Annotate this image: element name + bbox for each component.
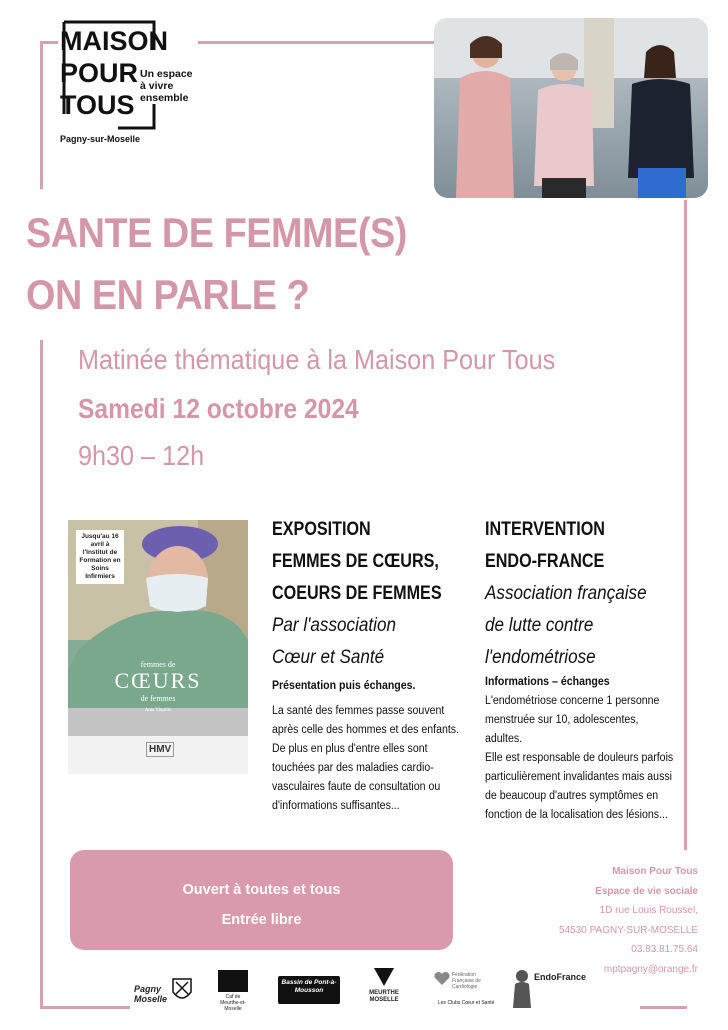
bassin-logo xyxy=(278,976,340,1004)
woman-silhouette-icon xyxy=(512,968,532,1008)
logo-word-pour: POUR xyxy=(60,58,139,88)
title-line-2: ON EN PARLE ? xyxy=(26,271,310,318)
title-line-1: SANTE DE FEMME(S) xyxy=(26,209,407,256)
event-date: Samedi 12 octobre 2024 xyxy=(78,393,359,424)
exposition-heading-3: COEURS DE FEMMES xyxy=(272,583,442,604)
poster-hmv-logo: HMV xyxy=(146,742,174,757)
logo-tagline: Un espace à vivre ensemble xyxy=(140,68,193,104)
open-access-banner xyxy=(70,850,453,950)
poster-title-big: CŒURS xyxy=(114,668,202,693)
exposition-heading-1: EXPOSITION xyxy=(272,519,371,540)
exposition-heading-2: FEMMES DE CŒURS, xyxy=(272,551,439,572)
logo-city: Pagny-sur-Moselle xyxy=(60,134,141,144)
intervention-by-3: l'endométriose xyxy=(485,647,596,668)
maison-pour-tous-logo xyxy=(58,18,198,146)
contact-name: Maison Pour Tous xyxy=(612,866,698,877)
poster-title-after: de femmes xyxy=(140,694,176,703)
intervention-heading-1: INTERVENTION xyxy=(485,519,605,540)
logo-word-tous: TOUS xyxy=(60,90,135,120)
meurthe-moselle-logo-text: MEURTHE MOSELLE xyxy=(369,990,399,1003)
contact-city: 54530 PAGNY-SUR-MOSELLE xyxy=(559,924,698,936)
partner-logos xyxy=(0,962,728,1022)
cta-line-2: Entrée libre xyxy=(221,912,302,928)
intervention-format: Informations – échanges xyxy=(485,676,610,688)
exposition-format: Présentation puis échanges. xyxy=(272,680,416,692)
women-walking-photo xyxy=(434,18,708,198)
intervention-text-2: Elle est responsable de douleurs parfois particulièrement invalidantes mais aussi de beaucoup d'autres symptômes en fonction de la localisation des lésions... xyxy=(485,752,674,821)
event-time: 9h30 – 12h xyxy=(78,440,205,471)
contact-type: Espace de vie sociale xyxy=(595,885,698,897)
page-title xyxy=(26,205,407,323)
exposition-text: La santé des femmes passe souvent après celle des hommes et des enfants. De plus en plus d'entre elles sont touchées par des maladies cardio-vasculaires faute de consultation ou d'informations suffisantes... xyxy=(272,705,460,812)
clubs-logo-text: Les Clubs Cœur et Santé xyxy=(438,1000,495,1006)
event-subtitle: Matinée thématique à la Maison Pour Tous xyxy=(78,344,556,375)
endofrance-logo xyxy=(512,968,587,1016)
frame-left-border xyxy=(40,41,43,189)
logo-word-maison: MAISON xyxy=(60,26,168,56)
frame-left-border-lower xyxy=(40,340,43,1008)
contact-phone: 03.83.81.75.64 xyxy=(631,944,698,955)
poster-byline: Anis Viquille xyxy=(144,708,172,713)
caf-logo-text: Caf de Meurthe-et-Moselle xyxy=(220,994,246,1012)
meurthe-moselle-mark-icon xyxy=(372,966,396,988)
cta-line-1: Ouvert à toutes et tous xyxy=(182,882,341,898)
contact-street: 1D rue Louis Roussel, xyxy=(599,905,698,916)
heart-icon xyxy=(434,972,450,986)
exposition-by-1: Par l'association xyxy=(272,615,396,636)
endofrance-logo-text: EndoFrance xyxy=(534,972,587,982)
federation-logo-text: Fédération Française de Cardiologie xyxy=(452,972,481,990)
intervention-by-2: de lutte contre xyxy=(485,615,594,636)
exposition-by-2: Cœur et Santé xyxy=(272,647,385,668)
contact-email[interactable]: mptpagny@orange.fr xyxy=(603,963,698,975)
pagny-logo xyxy=(134,976,192,1008)
poster-note: Jusqu'au 16 avril à l'Institut de Formation en Soins Infirmiers xyxy=(76,530,124,584)
caf-logo xyxy=(218,970,248,1014)
shield-icon xyxy=(172,978,192,1004)
bassin-logo-text: Bassin de Pont-à-Mousson xyxy=(281,979,337,994)
intervention-text-1: L'endométriose concerne 1 personne menstruée sur 10, adolescentes, adultes. xyxy=(485,695,660,745)
pagny-logo-text: Pagny Moselle xyxy=(134,984,168,1004)
intervention-heading-2: ENDO-FRANCE xyxy=(485,551,605,572)
exposition-section xyxy=(272,514,472,816)
exhibition-poster-image xyxy=(68,520,248,774)
intervention-section xyxy=(485,514,685,825)
meurthe-moselle-logo xyxy=(362,966,406,1016)
federation-cardiologie-logo xyxy=(434,972,498,1012)
poster-title-small: femmes de xyxy=(140,660,176,669)
intervention-by-1: Association française xyxy=(485,583,647,604)
